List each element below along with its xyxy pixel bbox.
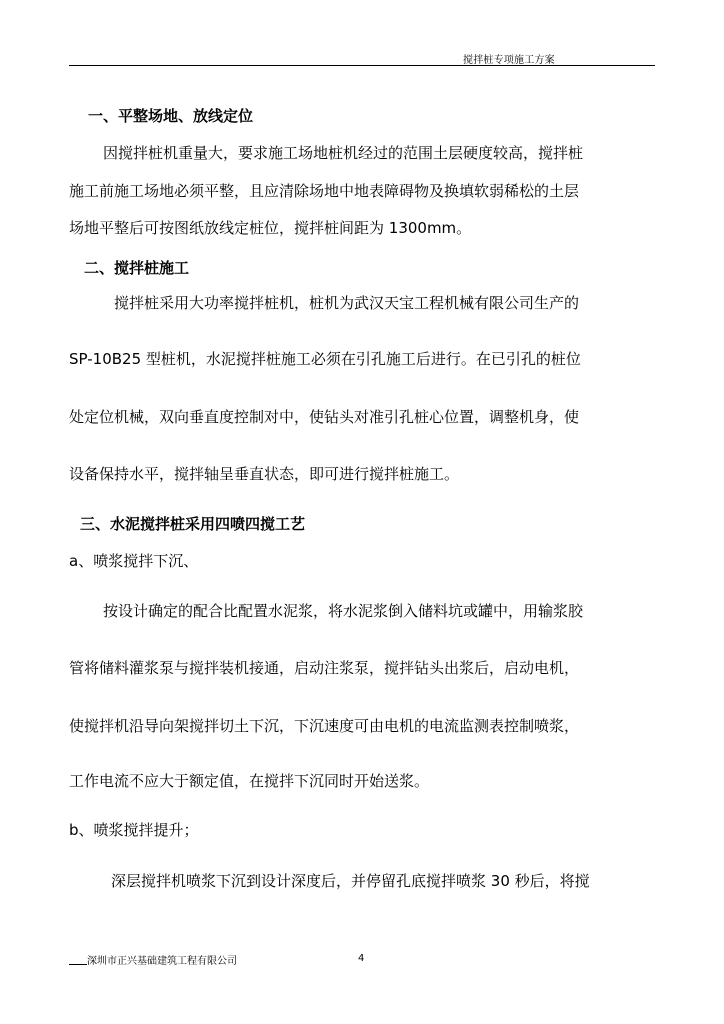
section-1-line-3: 场地平整后可按图纸放线定桩位，搅拌桩间距为 1300mm。 (69, 219, 472, 237)
footer-company-name: 深圳市正兴基础建筑工程有限公司 (87, 956, 237, 967)
page-number: 4 (358, 953, 365, 964)
section-1-line-2: 施工前施工场地必须平整，且应清除场地中地表障碍物及换填软弱稀松的土层 (69, 182, 580, 200)
section-3a-line-4: 工作电流不应大于额定值，在搅拌下沉同时开始送浆。 (69, 772, 430, 790)
section-2-heading: 二、搅拌桩施工 (84, 259, 190, 277)
section-3a-line-2: 管将储料灌浆泵与搅拌装机接通，启动注浆泵，搅拌钻头出浆后，启动电机， (69, 659, 580, 677)
section-2-line-2: SP-10B25 型桩机，水泥搅拌桩施工必须在引孔施工后进行。在已引孔的桩位 (69, 350, 581, 368)
header-title: 搅拌桩专项施工方案 (463, 55, 555, 66)
footer-underline (69, 954, 87, 965)
section-2-line-1: 搅拌桩采用大功率搅拌桩机，桩机为武汉天宝工程机械有限公司生产的 (114, 294, 580, 312)
header-divider (69, 65, 655, 66)
section-3a-line-3: 使搅拌机沿导向架搅拌切土下沉，下沉速度可由电机的电流监测表控制喷浆， (69, 717, 580, 735)
footer-company (69, 952, 237, 967)
section-3b-label: b、喷浆搅拌提升； (69, 821, 199, 839)
section-1-heading: 一、平整场地、放线定位 (88, 107, 254, 125)
section-3a-label: a、喷浆搅拌下沉、 (69, 552, 199, 570)
section-3b-line-1: 深层搅拌机喷浆下沉到设计深度后，并停留孔底搅拌喷浆 30 秒后，将搅 (111, 872, 590, 890)
section-3a-line-1: 按设计确定的配合比配置水泥浆，将水泥浆倒入储料坑或罐中，用输浆胶 (103, 602, 584, 620)
section-2-line-4: 设备保持水平，搅拌轴呈垂直状态，即可进行搅拌桩施工。 (69, 465, 460, 483)
section-3-heading: 三、水泥搅拌桩采用四喷四搅工艺 (80, 515, 306, 533)
section-2-line-3: 处定位机械，双向垂直度控制对中，使钻头对准引孔桩心位置，调整机身，使 (69, 408, 580, 426)
section-1-line-1: 因搅拌桩机重量大，要求施工场地桩机经过的范围土层硬度较高，搅拌桩 (103, 144, 584, 162)
